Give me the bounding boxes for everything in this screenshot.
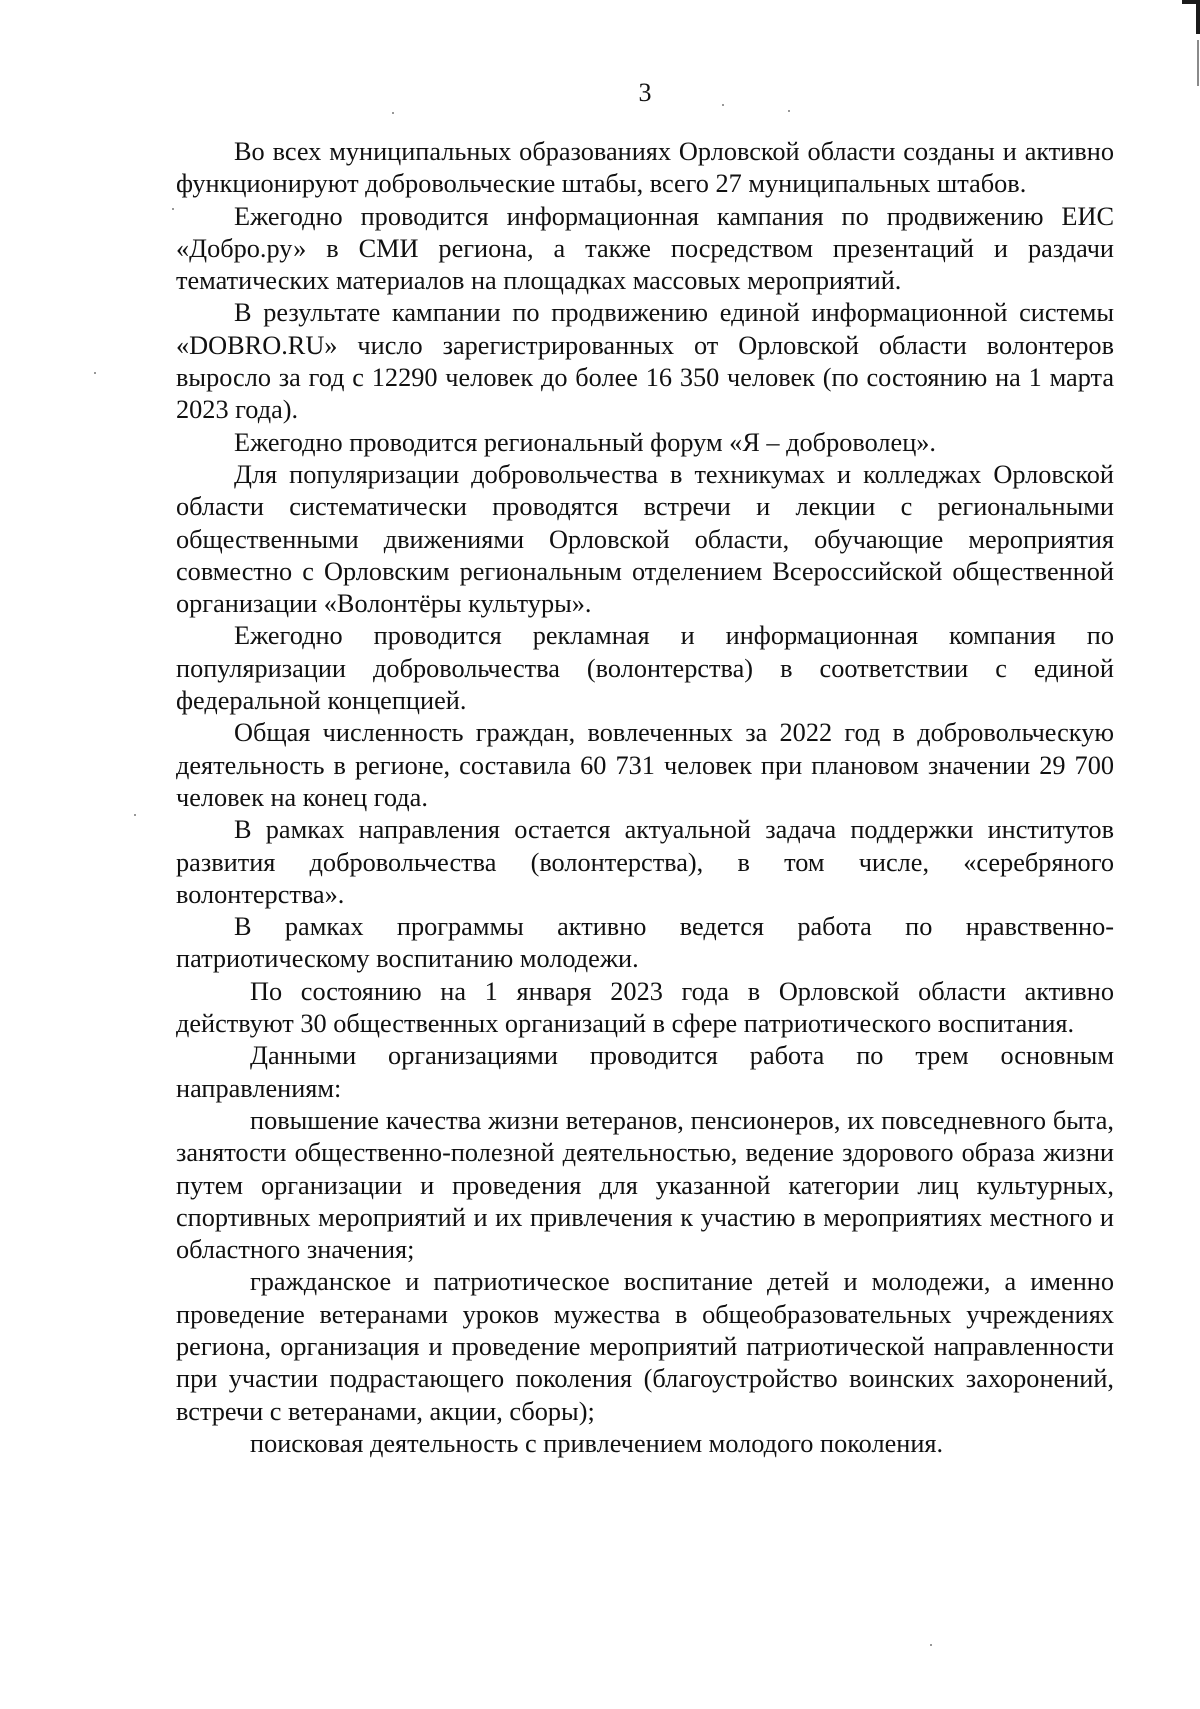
scan-speck xyxy=(94,372,96,374)
paragraph: Общая численность граждан, вовлеченных за 2022 год в добровольческую деятельность в регионе, составила 60 731 человек при плановом значении 29 700 человек на конец года. xyxy=(176,718,1114,812)
paragraph: В результате кампании по продвижению единой информационной системы «DOBRO.RU» число зарегистрированных от Орловской области волонтеров выросло за год с 12290 человек до более 16 350 человек (по состоянию на 1 марта 2023 года). xyxy=(176,298,1114,425)
list-paragraph: гражданское и патриотическое воспитание детей и молодежи, а именно проведение ветеранами уроков мужества в общеобразовательных учреждениях региона, организация и проведение мероприятий патриотической направленности при участии подрастающего поколения (благоустройство воинских захоронений, встречи с ветеранами, акции, сборы); xyxy=(176,1267,1114,1426)
scan-speck xyxy=(930,1644,932,1646)
document-body xyxy=(176,136,1114,1460)
paragraph: Во всех муниципальных образованиях Орловской области созданы и активно функционируют добровольческие штабы, всего 27 муниципальных штабов. xyxy=(176,137,1114,199)
scan-speck xyxy=(134,814,136,816)
paragraph: Ежегодно проводится рекламная и информационная компания по популяризации добровольчества (волонтерства) в соответствии с единой федеральной концепцией. xyxy=(176,621,1114,716)
list-paragraph: повышение качества жизни ветеранов, пенсионеров, их повседневного быта, занятости общественно-полезной деятельностью, ведение здорового образа жизни путем организации и проведения для указанной категории лиц культурных, спортивных мероприятий и их привлечения к участию в мероприятиях местного и областного значения; xyxy=(176,1105,1114,1265)
scan-speck xyxy=(788,110,790,112)
page-number: 3 xyxy=(638,78,652,107)
paragraph: Данными организациями проводится работа по трем основным направлениям: xyxy=(176,1041,1114,1103)
scan-speck xyxy=(392,112,394,114)
paragraph: В рамках направления остается актуальной задача поддержки институтов развития добровольчества (волонтерства), в том числе, «серебряного волонтерства». xyxy=(176,815,1114,909)
paragraph: В рамках программы активно ведется работа по нравственно-патриотическому воспитанию молодежи. xyxy=(176,912,1114,974)
scan-speck xyxy=(172,208,174,210)
paragraph: По состоянию на 1 января 2023 года в Орловской области активно действуют 30 общественных организаций в сфере патриотического воспитания. xyxy=(176,976,1114,1039)
paragraph: Для популяризации добровольчества в техникумах и колледжах Орловской области систематически проводятся встречи и лекции с региональными общественными движениями Орловской области, обучающие мероприятия совместно с Орловским региональным отделением Всероссийской общественной организации «Волонтёры культуры». xyxy=(176,459,1114,619)
list-paragraph: поисковая деятельность с привлечением молодого поколения. xyxy=(250,1428,944,1458)
paragraph: Ежегодно проводится региональный форум «Я – доброволец». xyxy=(234,427,936,457)
scan-corner-mark xyxy=(1196,0,1200,34)
paragraph: Ежегодно проводится информационная кампания по продвижению ЕИС «Добро.ру» в СМИ региона, а также посредством презентаций и раздачи тематических материалов на площадках массовых мероприятий. xyxy=(176,201,1114,296)
